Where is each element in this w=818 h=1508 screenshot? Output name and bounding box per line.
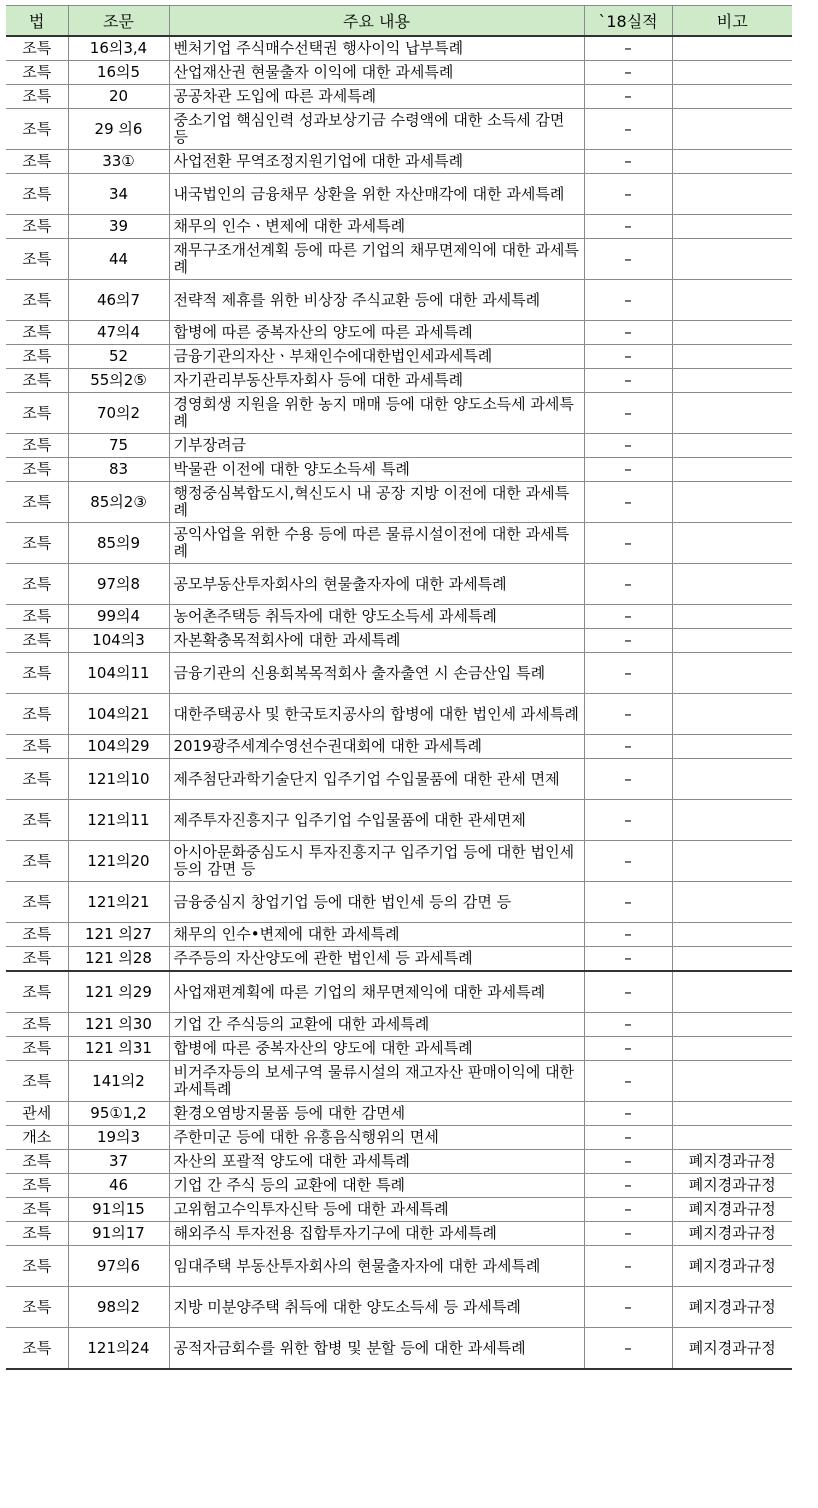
header-actual: `18실적 [584,6,672,37]
law-cell: 조특 [6,523,68,564]
content-cell: 비거주자등의 보세구역 물류시설의 재고자산 판매이익에 대한 과세특례 [169,1061,584,1102]
actual-cell: – [584,109,672,150]
table-row [6,239,792,280]
note-cell [672,215,792,239]
article-cell: 75 [68,434,169,458]
table-row [6,150,792,174]
table-row [6,923,792,947]
article-cell: 91의15 [68,1198,169,1222]
actual-cell: – [584,629,672,653]
content-cell: 벤처기업 주식매수선택권 행사이익 납부특례 [169,36,584,61]
article-cell: 141의2 [68,1061,169,1102]
content-cell: 아시아문화중심도시 투자진흥지구 입주기업 등에 대한 법인세 등의 감면 등 [169,841,584,882]
content-cell: 기업 간 주식등의 교환에 대한 과세특례 [169,1013,584,1037]
note-cell [672,923,792,947]
article-cell: 39 [68,215,169,239]
actual-cell: – [584,150,672,174]
law-cell: 조특 [6,1061,68,1102]
law-cell: 개소 [6,1126,68,1150]
table-row [6,1102,792,1126]
note-cell [672,759,792,800]
article-cell: 85의9 [68,523,169,564]
actual-cell: – [584,321,672,345]
article-cell: 121 의29 [68,971,169,1013]
table-row [6,1328,792,1370]
content-cell: 경영회생 지원을 위한 농지 매매 등에 대한 양도소득세 과세특례 [169,393,584,434]
content-cell: 농어촌주택등 취득자에 대한 양도소득세 과세특례 [169,605,584,629]
header-law: 법 [6,6,68,37]
article-cell: 104의11 [68,653,169,694]
content-cell: 자산의 포괄적 양도에 대한 과세특례 [169,1150,584,1174]
table-row [6,1222,792,1246]
table-row [6,1061,792,1102]
law-cell: 조특 [6,434,68,458]
note-cell [672,1037,792,1061]
table-row [6,1246,792,1287]
note-cell: 폐지경과규정 [672,1150,792,1174]
article-cell: 97의8 [68,564,169,605]
content-cell: 행정중심복합도시,혁신도시 내 공장 지방 이전에 대한 과세특례 [169,482,584,523]
note-cell [672,694,792,735]
article-cell: 121 의31 [68,1037,169,1061]
table-row [6,369,792,393]
actual-cell: – [584,605,672,629]
article-cell: 121 의27 [68,923,169,947]
actual-cell: – [584,1198,672,1222]
table-row [6,36,792,61]
actual-cell: – [584,923,672,947]
actual-cell: – [584,280,672,321]
table-row [6,482,792,523]
content-cell: 합병에 따른 중복자산의 양도에 따른 과세특례 [169,321,584,345]
note-cell [672,369,792,393]
law-cell: 조특 [6,1198,68,1222]
table-row [6,759,792,800]
article-cell: 16의5 [68,61,169,85]
table-row [6,605,792,629]
law-cell: 관세 [6,1102,68,1126]
article-cell: 121 의30 [68,1013,169,1037]
content-cell: 2019광주세계수영선수권대회에 대한 과세특례 [169,735,584,759]
content-cell: 사업재편계획에 따른 기업의 채무면제익에 대한 과세특례 [169,971,584,1013]
actual-cell: – [584,434,672,458]
table-row [6,434,792,458]
content-cell: 공적자금회수를 위한 합병 및 분할 등에 대한 과세특례 [169,1328,584,1370]
table-row [6,215,792,239]
article-cell: 97의6 [68,1246,169,1287]
content-cell: 공공차관 도입에 따른 과세특례 [169,85,584,109]
table-row [6,694,792,735]
article-cell: 29 의6 [68,109,169,150]
article-cell: 52 [68,345,169,369]
content-cell: 고위험고수익투자신탁 등에 대한 과세특례 [169,1198,584,1222]
table-row [6,947,792,972]
tax-special-provisions-table [6,5,792,1370]
law-cell: 조특 [6,1013,68,1037]
article-cell: 16의3,4 [68,36,169,61]
note-cell [672,280,792,321]
content-cell: 임대주택 부동산투자회사의 현물출자자에 대한 과세특례 [169,1246,584,1287]
article-cell: 104의21 [68,694,169,735]
content-cell: 해외주식 투자전용 집합투자기구에 대한 과세특례 [169,1222,584,1246]
article-cell: 99의4 [68,605,169,629]
content-cell: 산업재산권 현물출자 이익에 대한 과세특례 [169,61,584,85]
note-cell [672,1013,792,1037]
table-row [6,971,792,1013]
header-note: 비고 [672,6,792,37]
note-cell [672,800,792,841]
law-cell: 조특 [6,923,68,947]
content-cell: 박물관 이전에 대한 양도소득세 특례 [169,458,584,482]
article-cell: 121의21 [68,882,169,923]
note-cell [672,1061,792,1102]
note-cell: 폐지경과규정 [672,1246,792,1287]
table-row [6,564,792,605]
note-cell: 폐지경과규정 [672,1222,792,1246]
actual-cell: – [584,523,672,564]
law-cell: 조특 [6,947,68,972]
table-row [6,841,792,882]
table-row [6,735,792,759]
actual-cell: – [584,1061,672,1102]
actual-cell: – [584,759,672,800]
actual-cell: – [584,841,672,882]
note-cell [672,629,792,653]
note-cell: 폐지경과규정 [672,1198,792,1222]
content-cell: 기업 간 주식 등의 교환에 대한 특례 [169,1174,584,1198]
actual-cell: – [584,482,672,523]
table-row [6,280,792,321]
table-row [6,1174,792,1198]
table-row [6,800,792,841]
tax-table-container [6,5,792,1370]
note-cell [672,174,792,215]
actual-cell: – [584,800,672,841]
table-row [6,61,792,85]
header-content: 주요 내용 [169,6,584,37]
content-cell: 합병에 따른 중복자산의 양도에 대한 과세특례 [169,1037,584,1061]
actual-cell: – [584,174,672,215]
note-cell [672,36,792,61]
article-cell: 104의29 [68,735,169,759]
law-cell: 조특 [6,841,68,882]
table-row [6,1287,792,1328]
actual-cell: – [584,85,672,109]
note-cell [672,458,792,482]
content-cell: 중소기업 핵심인력 성과보상기금 수령액에 대한 소득세 감면 등 [169,109,584,150]
actual-cell: – [584,61,672,85]
article-cell: 37 [68,1150,169,1174]
article-cell: 121의11 [68,800,169,841]
note-cell [672,653,792,694]
law-cell: 조특 [6,759,68,800]
content-cell: 환경오염방지물품 등에 대한 감면세 [169,1102,584,1126]
actual-cell: – [584,1126,672,1150]
table-row [6,523,792,564]
law-cell: 조특 [6,1287,68,1328]
note-cell [672,150,792,174]
content-cell: 제주첨단과학기술단지 입주기업 수입물품에 대한 관세 면제 [169,759,584,800]
law-cell: 조특 [6,393,68,434]
content-cell: 재무구조개선계획 등에 따른 기업의 채무면제익에 대한 과세특례 [169,239,584,280]
note-cell [672,971,792,1013]
article-cell: 44 [68,239,169,280]
table-row [6,393,792,434]
content-cell: 전략적 제휴를 위한 비상장 주식교환 등에 대한 과세특례 [169,280,584,321]
note-cell: 폐지경과규정 [672,1174,792,1198]
header-article: 조문 [68,6,169,37]
law-cell: 조특 [6,1037,68,1061]
content-cell: 금융기관의자산ㆍ부채인수에대한법인세과세특례 [169,345,584,369]
article-cell: 46 [68,1174,169,1198]
table-row [6,1013,792,1037]
law-cell: 조특 [6,109,68,150]
content-cell: 공익사업을 위한 수용 등에 따른 물류시설이전에 대한 과세특례 [169,523,584,564]
actual-cell: – [584,458,672,482]
law-cell: 조특 [6,36,68,61]
law-cell: 조특 [6,215,68,239]
actual-cell: – [584,36,672,61]
note-cell [672,239,792,280]
content-cell: 대한주택공사 및 한국토지공사의 합병에 대한 법인세 과세특례 [169,694,584,735]
content-cell: 내국법인의 금융채무 상환을 위한 자산매각에 대한 과세특례 [169,174,584,215]
article-cell: 121 의28 [68,947,169,972]
note-cell [672,523,792,564]
law-cell: 조특 [6,369,68,393]
law-cell: 조특 [6,629,68,653]
note-cell [672,321,792,345]
note-cell [672,1126,792,1150]
article-cell: 121의20 [68,841,169,882]
article-cell: 47의4 [68,321,169,345]
content-cell: 주한미군 등에 대한 유흥음식행위의 면세 [169,1126,584,1150]
article-cell: 98의2 [68,1287,169,1328]
content-cell: 채무의 인수ㆍ변제에 대한 과세특례 [169,215,584,239]
actual-cell: – [584,215,672,239]
note-cell: 폐지경과규정 [672,1287,792,1328]
law-cell: 조특 [6,971,68,1013]
content-cell: 기부장려금 [169,434,584,458]
content-cell: 공모부동산투자회사의 현물출자자에 대한 과세특례 [169,564,584,605]
article-cell: 19의3 [68,1126,169,1150]
article-cell: 20 [68,85,169,109]
actual-cell: – [584,1222,672,1246]
actual-cell: – [584,1037,672,1061]
actual-cell: – [584,947,672,972]
law-cell: 조특 [6,61,68,85]
note-cell [672,345,792,369]
content-cell: 사업전환 무역조정지원기업에 대한 과세특례 [169,150,584,174]
note-cell [672,564,792,605]
actual-cell: – [584,882,672,923]
content-cell: 지방 미분양주택 취득에 대한 양도소득세 등 과세특례 [169,1287,584,1328]
table-row [6,882,792,923]
note-cell [672,1102,792,1126]
law-cell: 조특 [6,653,68,694]
law-cell: 조특 [6,605,68,629]
law-cell: 조특 [6,1246,68,1287]
law-cell: 조특 [6,564,68,605]
article-cell: 104의3 [68,629,169,653]
article-cell: 91의17 [68,1222,169,1246]
actual-cell: – [584,1246,672,1287]
actual-cell: – [584,735,672,759]
article-cell: 121의24 [68,1328,169,1370]
table-row [6,458,792,482]
actual-cell: – [584,653,672,694]
table-row [6,174,792,215]
note-cell [672,434,792,458]
table-row [6,1126,792,1150]
law-cell: 조특 [6,1328,68,1370]
content-cell: 채무의 인수•변제에 대한 과세특례 [169,923,584,947]
note-cell [672,882,792,923]
actual-cell: – [584,1174,672,1198]
note-cell [672,482,792,523]
content-cell: 금융기관의 신용회복목적회사 출자출연 시 손금산입 특례 [169,653,584,694]
law-cell: 조특 [6,280,68,321]
article-cell: 70의2 [68,393,169,434]
header-row [6,6,792,37]
note-cell [672,393,792,434]
actual-cell: – [584,971,672,1013]
table-row [6,1037,792,1061]
note-cell [672,61,792,85]
content-cell: 자본확충목적회사에 대한 과세특례 [169,629,584,653]
table-row [6,1150,792,1174]
table-row [6,629,792,653]
law-cell: 조특 [6,882,68,923]
table-row [6,345,792,369]
actual-cell: – [584,393,672,434]
actual-cell: – [584,564,672,605]
content-cell: 주주등의 자산양도에 관한 법인세 등 과세특례 [169,947,584,972]
actual-cell: – [584,1287,672,1328]
article-cell: 83 [68,458,169,482]
table-row [6,1198,792,1222]
law-cell: 조특 [6,239,68,280]
note-cell [672,947,792,972]
actual-cell: – [584,369,672,393]
actual-cell: – [584,694,672,735]
content-cell: 제주투자진흥지구 입주기업 수입물품에 대한 관세면제 [169,800,584,841]
law-cell: 조특 [6,694,68,735]
note-cell [672,85,792,109]
note-cell [672,109,792,150]
table-row [6,85,792,109]
law-cell: 조특 [6,1150,68,1174]
article-cell: 85의2③ [68,482,169,523]
law-cell: 조특 [6,85,68,109]
law-cell: 조특 [6,1174,68,1198]
law-cell: 조특 [6,735,68,759]
content-cell: 금융중심지 창업기업 등에 대한 법인세 등의 감면 등 [169,882,584,923]
table-row [6,653,792,694]
note-cell [672,735,792,759]
note-cell: 폐지경과규정 [672,1328,792,1370]
law-cell: 조특 [6,174,68,215]
table-row [6,109,792,150]
note-cell [672,841,792,882]
actual-cell: – [584,1102,672,1126]
content-cell: 자기관리부동산투자회사 등에 대한 과세특례 [169,369,584,393]
note-cell [672,605,792,629]
law-cell: 조특 [6,321,68,345]
actual-cell: – [584,1013,672,1037]
actual-cell: – [584,1328,672,1370]
law-cell: 조특 [6,458,68,482]
actual-cell: – [584,345,672,369]
law-cell: 조특 [6,345,68,369]
law-cell: 조특 [6,1222,68,1246]
actual-cell: – [584,1150,672,1174]
article-cell: 55의2⑤ [68,369,169,393]
law-cell: 조특 [6,482,68,523]
article-cell: 46의7 [68,280,169,321]
table-row [6,321,792,345]
law-cell: 조특 [6,800,68,841]
article-cell: 33① [68,150,169,174]
law-cell: 조특 [6,150,68,174]
article-cell: 121의10 [68,759,169,800]
article-cell: 34 [68,174,169,215]
actual-cell: – [584,239,672,280]
article-cell: 95①1,2 [68,1102,169,1126]
